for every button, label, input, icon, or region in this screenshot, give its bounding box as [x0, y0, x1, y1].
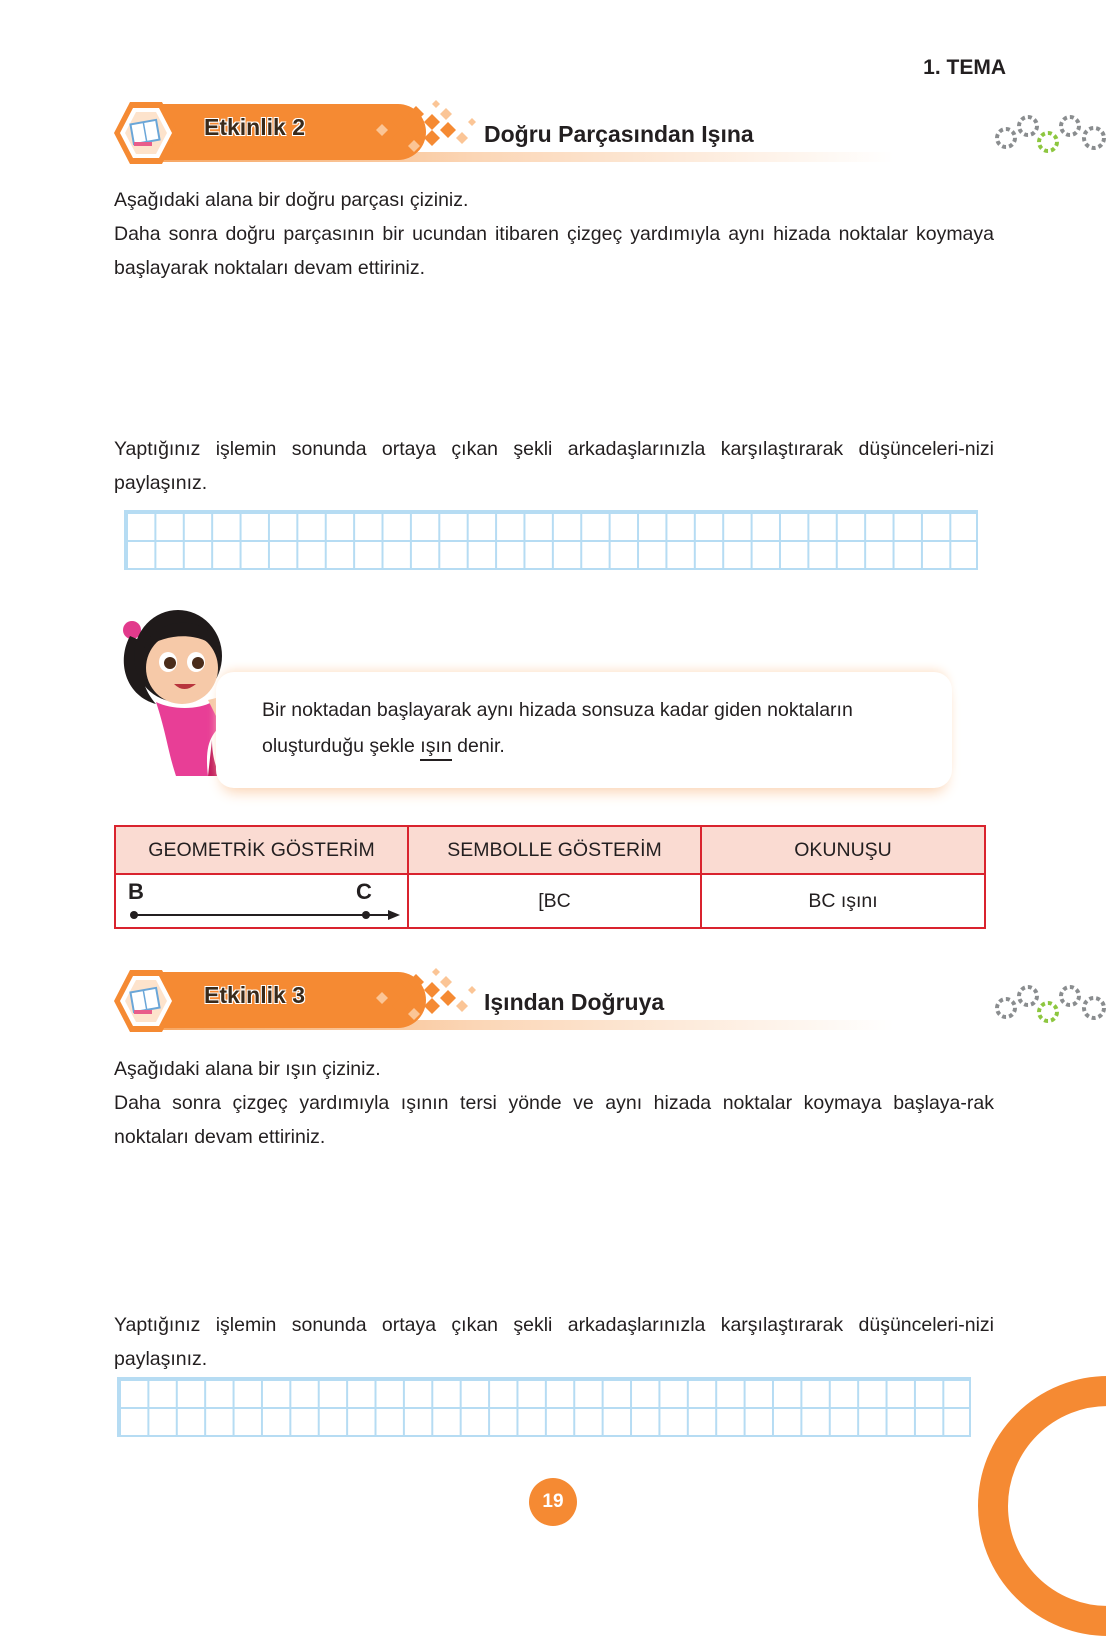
table-header: SEMBOLLE GÖSTERİM: [408, 826, 701, 874]
instruction-line: Daha sonra doğru parçasının bir ucundan itibaren çizgeç yardımıyla aynı hizada noktalar koymaya başlayarak noktaları devam ettiriniz.: [114, 223, 994, 279]
symbol-cell: [BC: [408, 874, 701, 928]
writing-grid[interactable]: [117, 1377, 971, 1437]
definition-note: [216, 672, 952, 788]
diamond-pattern-icon: [372, 100, 482, 162]
writing-grid[interactable]: [124, 510, 978, 570]
definition-text: [262, 692, 952, 764]
gears-icon: [994, 982, 1106, 1030]
reading-cell: BC ışını: [701, 874, 985, 928]
instruction-line: Daha sonra çizgeç yardımıyla ışının tersi yönde ve aynı hizada noktalar koymaya başlaya-rak noktaları devam ettiriniz.: [114, 1092, 994, 1148]
table-header: OKUNUŞU: [701, 826, 985, 874]
activity-2-instructions: [114, 183, 994, 285]
activity-3-reflection: Yaptığınız işlemin sonunda ortaya çıkan şekli arkadaşlarınızla karşılaştırarak düşünceleri-nizi paylaşınız.: [114, 1314, 994, 1370]
activity-3-banner: [114, 968, 894, 1034]
book-icon: [114, 968, 178, 1034]
activity-2-title: Doğru Parçasından Işına: [484, 121, 754, 147]
definition-text-start: Bir noktadan başlayarak aynı hizada sonsuza kadar giden noktaların oluşturduğu şekle: [262, 699, 853, 757]
book-icon: [114, 100, 178, 166]
table-header-row: [115, 826, 985, 874]
instruction-line: Aşağıdaki alana bir ışın çiziniz.: [114, 1058, 381, 1080]
activity-3-title: Işından Doğruya: [484, 989, 665, 1015]
definition-text-end: denir.: [451, 735, 505, 757]
activity-2-label: Etkinlik 2: [204, 114, 305, 140]
table-row: [115, 874, 985, 928]
decorative-arc: [978, 1376, 1106, 1636]
ray-diagram: [126, 907, 402, 923]
gears-icon: [994, 112, 1106, 160]
activity-2-banner: [114, 100, 894, 166]
diamond-pattern-icon: [372, 968, 482, 1030]
ray-notation-table: [114, 825, 986, 929]
table-header: GEOMETRİK GÖSTERİM: [115, 826, 408, 874]
geometric-cell: [115, 874, 408, 928]
activity-2-reflection: Yaptığınız işlemin sonunda ortaya çıkan şekli arkadaşlarınızla karşılaştırarak düşünceleri-nizi paylaşınız.: [114, 438, 994, 494]
instruction-line: Aşağıdaki alana bir doğru parçası çiziniz.: [114, 189, 469, 211]
definition-term: ışın: [420, 735, 451, 761]
activity-3-instructions: [114, 1052, 994, 1154]
theme-label: 1. TEMA: [923, 56, 1006, 79]
point-label-b: B: [128, 879, 144, 904]
page-number: 19: [529, 1478, 577, 1526]
activity-3-label: Etkinlik 3: [204, 982, 305, 1008]
point-label-c: C: [356, 879, 372, 904]
